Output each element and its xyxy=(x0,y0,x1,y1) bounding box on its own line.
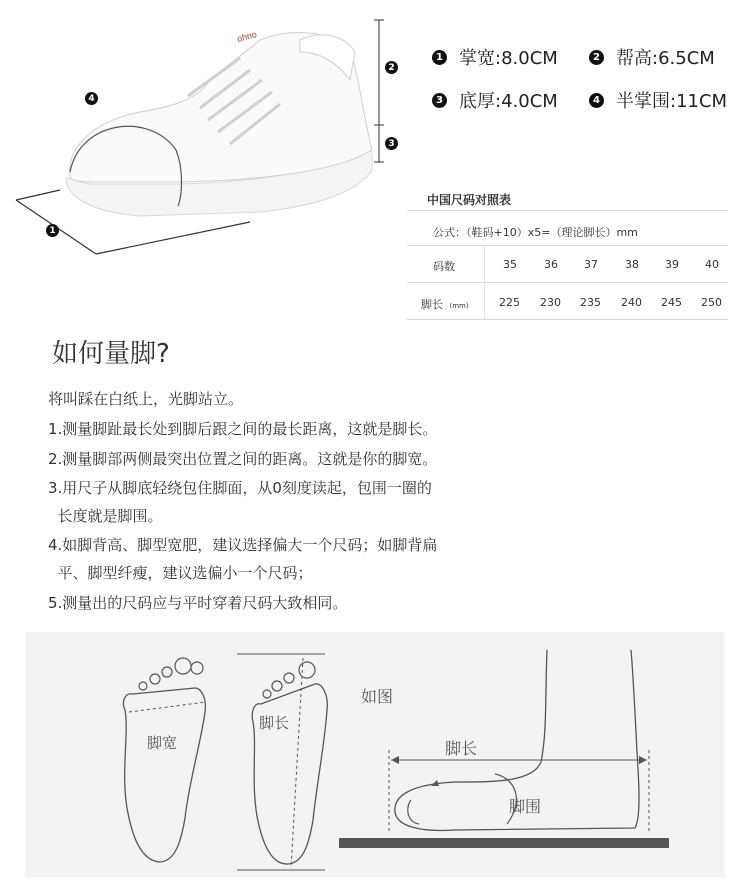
howto-title: 如何量脚? xyxy=(52,339,170,369)
side-length-label: 脚长 xyxy=(445,739,478,758)
howto-step: 3.用尺子从脚底轻绕包住脚面，从0刻度读起，包围一圈的 xyxy=(48,479,432,497)
size-chart-title: 中国尺码对照表 xyxy=(427,193,512,207)
size-cell: 39 xyxy=(665,258,679,271)
length-row-label xyxy=(421,296,469,312)
spec-text: 底厚:4.0CM xyxy=(459,91,558,112)
spec-half-girth xyxy=(589,87,727,113)
spec-number-2: 2 xyxy=(589,50,604,65)
svg-text:ohno: ohno xyxy=(235,29,258,44)
spec-number-3: 3 xyxy=(432,93,447,108)
howto-step: 将叫踩在白纸上，光脚站立。 xyxy=(48,390,244,408)
spec-upper-height xyxy=(589,44,715,70)
length-label: 脚长 xyxy=(421,298,443,311)
howto-step: 5.测量出的尺码应与平时穿着尺码大致相同。 xyxy=(48,594,348,612)
length-cell: 235 xyxy=(580,296,601,309)
sneaker-icon xyxy=(0,0,410,270)
spec-sole-thickness xyxy=(432,87,558,113)
spec-sole-width xyxy=(432,44,558,70)
length-cell: 245 xyxy=(661,296,682,309)
size-cell: 40 xyxy=(705,258,719,271)
spec-text: 掌宽:8.0CM xyxy=(459,48,558,69)
spec-text: 半掌围:11CM xyxy=(616,91,728,112)
side-note: 如图 xyxy=(361,687,394,706)
spec-number-1: 1 xyxy=(432,50,447,65)
foot-outline-icon xyxy=(25,632,725,877)
size-chart-formula: 公式：（鞋码+10）x5=（理论脚长）mm xyxy=(433,226,638,239)
girth-label: 脚围 xyxy=(509,797,542,816)
spec-number-4: 4 xyxy=(589,93,604,108)
size-chart xyxy=(407,175,728,320)
foot-measure-illustration xyxy=(25,632,725,877)
howto-step: 4.如脚背高、脚型宽肥，建议选择偏大一个尺码；如脚背扁 xyxy=(48,536,438,554)
length-cell: 225 xyxy=(499,296,520,309)
size-cell: 38 xyxy=(625,258,639,271)
size-row-label: 码数 xyxy=(433,260,455,273)
spec-text: 帮高:6.5CM xyxy=(616,48,715,69)
length-cell: 230 xyxy=(540,296,561,309)
length-label-foot: 脚长 xyxy=(259,714,290,732)
size-cell: 37 xyxy=(584,258,598,271)
marker-3: 3 xyxy=(385,137,398,150)
length-unit: (mm) xyxy=(449,302,469,310)
length-cell: 240 xyxy=(621,296,642,309)
marker-4: 4 xyxy=(85,92,98,105)
howto-step: 2.测量脚部两侧最突出位置之间的距离。这就是你的脚宽。 xyxy=(48,450,438,468)
size-cell: 36 xyxy=(544,258,558,271)
width-label: 脚宽 xyxy=(147,734,178,752)
size-cell: 35 xyxy=(503,258,517,271)
howto-step: 1.测量脚趾最长处到脚后跟之间的最长距离，这就是脚长。 xyxy=(48,420,438,438)
sneaker-diagram xyxy=(0,0,410,270)
howto-step: 长度就是脚围。 xyxy=(48,507,163,525)
length-cell: 250 xyxy=(701,296,722,309)
marker-2: 2 xyxy=(385,61,398,74)
marker-1: 1 xyxy=(46,224,59,237)
howto-step: 平、脚型纤瘦，建议选偏小一个尺码； xyxy=(48,564,313,582)
